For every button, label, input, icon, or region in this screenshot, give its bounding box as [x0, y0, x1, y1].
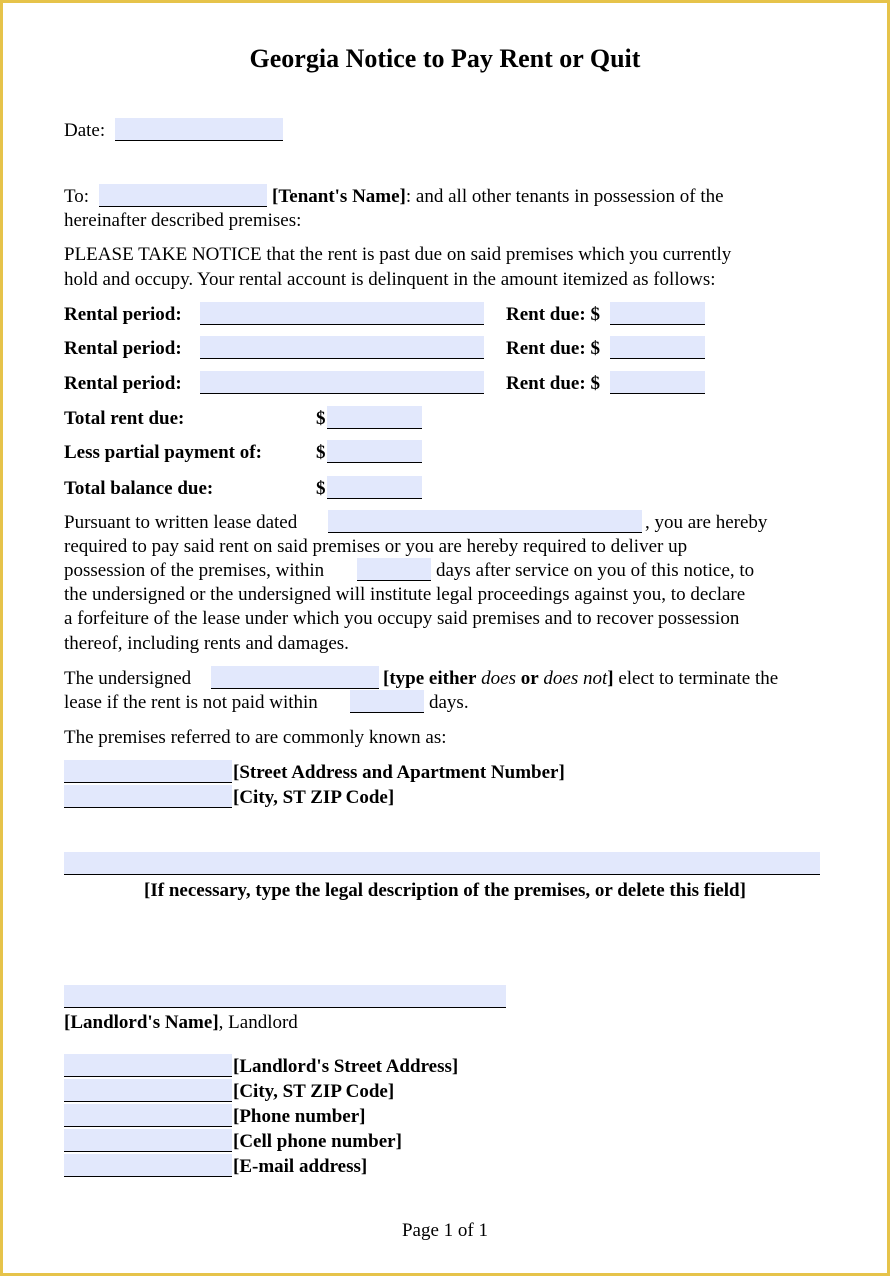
landlord-city-field[interactable] [64, 1079, 232, 1102]
does-or-does-not-field[interactable] [211, 666, 379, 689]
landlord-email-label: [E-mail address] [233, 1156, 368, 1177]
landlord-cell-field[interactable] [64, 1129, 232, 1152]
pursuant-start: Pursuant to written lease dated [64, 512, 298, 533]
rental-period-label-2: Rental period: [64, 338, 182, 359]
landlord-role: , Landlord [218, 1012, 298, 1033]
total-balance-field[interactable] [327, 476, 422, 499]
landlord-name-field[interactable] [64, 985, 506, 1008]
does-text: does [481, 668, 516, 689]
landlord-phone-field[interactable] [64, 1104, 232, 1127]
rent-due-field-1[interactable] [610, 302, 705, 325]
to-rest-text: : and all other tenants in possession of the [405, 186, 724, 207]
rent-due-field-2[interactable] [610, 336, 705, 359]
landlord-cell-label: [Cell phone number] [233, 1131, 402, 1152]
notice-line-1: PLEASE TAKE NOTICE that the rent is past due on said premises which you currently [64, 244, 732, 265]
city-zip-field[interactable] [64, 785, 232, 808]
landlord-name-line [64, 1012, 298, 1034]
date-field[interactable] [115, 118, 283, 141]
tenant-name-field[interactable] [99, 184, 267, 207]
less-partial-label: Less partial payment of: [64, 442, 262, 463]
rental-period-field-2[interactable] [200, 336, 484, 359]
rental-period-field-3[interactable] [200, 371, 484, 394]
bracket-close: ] [607, 668, 614, 689]
pursuant-line-6: thereof, including rents and damages. [64, 633, 349, 654]
total-rent-due-field[interactable] [327, 406, 422, 429]
total-rent-dollar: $ [316, 408, 326, 429]
less-partial-dollar: $ [316, 442, 326, 463]
landlord-name-label: [Landlord's Name] [64, 1012, 219, 1033]
landlord-city-label: [City, ST ZIP Code] [233, 1081, 395, 1102]
street-address-label: [Street Address and Apartment Number] [233, 762, 565, 783]
or-text: or [520, 668, 539, 689]
undersigned-line-2-start: lease if the rent is not paid within [64, 692, 318, 713]
document-title: Georgia Notice to Pay Rent or Quit [249, 44, 641, 73]
days-notice-field[interactable] [357, 558, 431, 581]
undersigned-line-2-end: days. [429, 692, 469, 713]
undersigned-start: The undersigned [64, 668, 192, 689]
total-balance-label: Total balance due: [64, 478, 214, 499]
rental-period-label-1: Rental period: [64, 304, 182, 325]
rent-due-label-3: Rent due: $ [506, 373, 600, 394]
type-either-text: [type either [383, 668, 477, 689]
does-not-text: does not [543, 668, 608, 689]
total-rent-due-label: Total rent due: [64, 408, 185, 429]
to-line [272, 186, 724, 208]
to-line-2: hereinafter described premises: [64, 210, 302, 231]
pursuant-line-3-end: days after service on you of this notice, to [436, 560, 755, 581]
premises-label: The premises referred to are commonly known as: [64, 727, 447, 748]
pursuant-line-5: a forfeiture of the lease under which you occupy said premises and to recover possession [64, 608, 740, 629]
tenant-name-label: [Tenant's Name] [272, 186, 406, 207]
landlord-street-label: [Landlord's Street Address] [233, 1056, 459, 1077]
legal-description-label: [If necessary, type the legal description of the premises, or delete this field] [144, 880, 746, 901]
landlord-phone-label: [Phone number] [233, 1106, 366, 1127]
notice-line-2: hold and occupy. Your rental account is delinquent in the amount itemized as follows: [64, 269, 716, 290]
pursuant-line-2: required to pay said rent on said premises or you are hereby required to deliver up [64, 536, 688, 557]
days-terminate-field[interactable] [350, 690, 424, 713]
total-balance-dollar: $ [316, 478, 326, 499]
city-zip-label: [City, ST ZIP Code] [233, 787, 395, 808]
street-address-field[interactable] [64, 760, 232, 783]
pursuant-line-3-start: possession of the premises, within [64, 560, 325, 581]
date-label: Date: [64, 120, 106, 141]
page-number: Page 1 of 1 [401, 1220, 488, 1241]
legal-description-field[interactable] [64, 852, 820, 875]
undersigned-end: elect to terminate the [618, 668, 779, 689]
pursuant-end: , you are hereby [645, 512, 768, 533]
rent-due-field-3[interactable] [610, 371, 705, 394]
lease-date-field[interactable] [328, 510, 642, 533]
rent-due-label-2: Rent due: $ [506, 338, 600, 359]
rent-due-label-1: Rent due: $ [506, 304, 600, 325]
undersigned-instruction [383, 668, 778, 690]
landlord-email-field[interactable] [64, 1154, 232, 1177]
rental-period-label-3: Rental period: [64, 373, 182, 394]
rental-period-field-1[interactable] [200, 302, 484, 325]
pursuant-line-4: the undersigned or the undersigned will institute legal proceedings against you, to declare [64, 584, 746, 605]
to-label: To: [64, 186, 90, 207]
landlord-street-field[interactable] [64, 1054, 232, 1077]
less-partial-field[interactable] [327, 440, 422, 463]
